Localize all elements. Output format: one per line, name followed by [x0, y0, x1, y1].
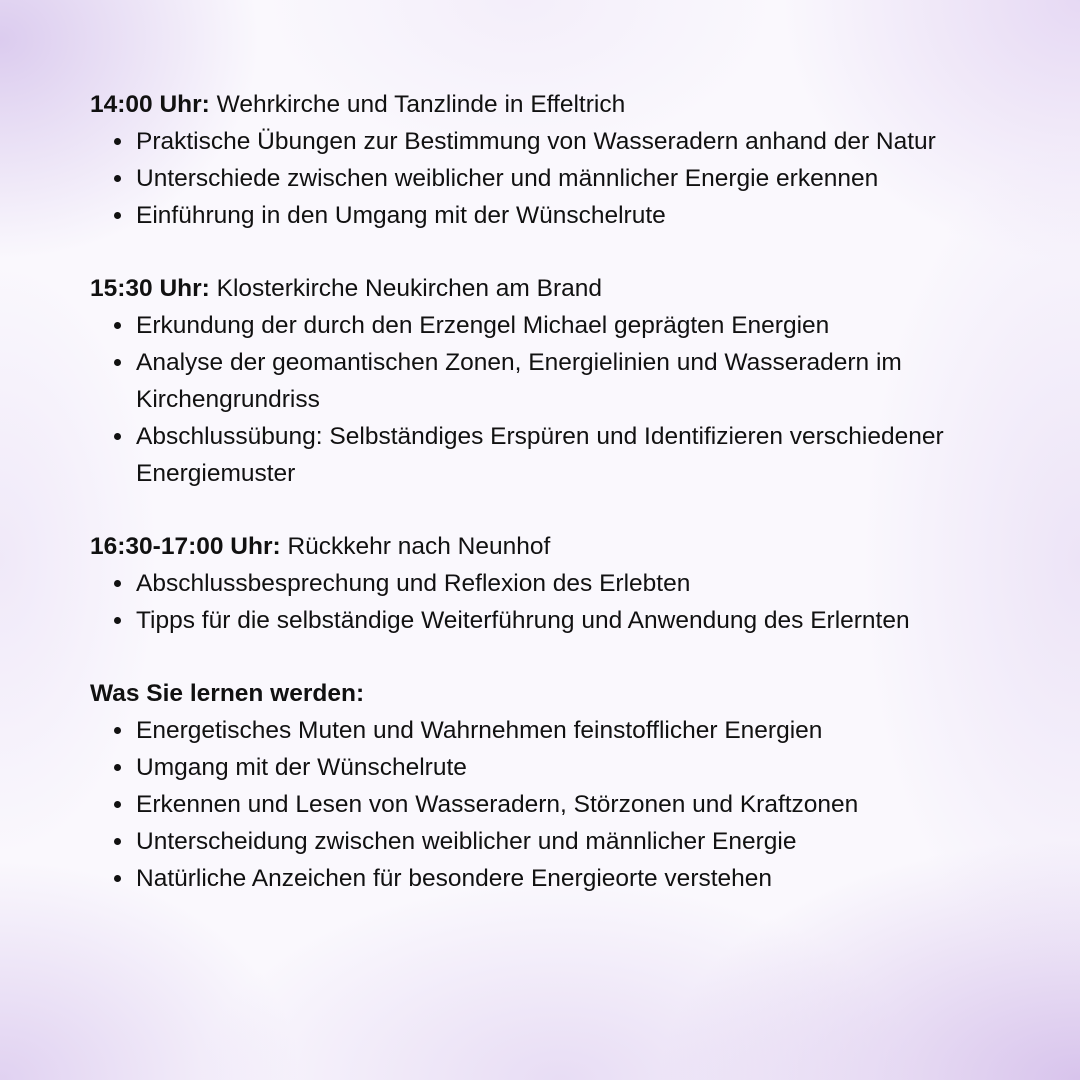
learning-list [90, 712, 1020, 897]
section-location: Rückkehr nach Neunhof [287, 533, 551, 560]
section-list [90, 307, 1020, 492]
section-heading [90, 528, 1020, 565]
list-item: Erkundung der durch den Erzengel Michael geprägten Energien [136, 307, 1020, 344]
schedule-section-1530 [90, 270, 1020, 492]
learning-section [90, 675, 1020, 897]
section-heading [90, 86, 1020, 123]
section-time: 16:30-17:00 Uhr: [90, 533, 281, 560]
schedule-section-1400 [90, 86, 1020, 234]
learning-heading [90, 675, 1020, 712]
list-item: Erkennen und Lesen von Wasseradern, Störzonen und Kraftzonen [136, 786, 1020, 823]
section-list [90, 123, 1020, 234]
list-item: Umgang mit der Wünschelrute [136, 749, 1020, 786]
list-item: Unterschiede zwischen weiblicher und männlicher Energie erkennen [136, 160, 1020, 197]
list-item: Abschlussübung: Selbständiges Erspüren und Identifizieren verschiedener Energiemuster [136, 418, 1020, 492]
schedule-section-1630 [90, 528, 1020, 639]
schedule-content [90, 86, 1020, 933]
list-item: Tipps für die selbständige Weiterführung und Anwendung des Erlernten [136, 602, 1020, 639]
list-item: Natürliche Anzeichen für besondere Energieorte verstehen [136, 860, 1020, 897]
learning-heading-text: Was Sie lernen werden: [90, 680, 365, 707]
section-location: Klosterkirche Neukirchen am Brand [216, 275, 603, 302]
section-location: Wehrkirche und Tanzlinde in Effeltrich [216, 91, 626, 118]
section-heading [90, 270, 1020, 307]
list-item: Abschlussbesprechung und Reflexion des Erlebten [136, 565, 1020, 602]
list-item: Praktische Übungen zur Bestimmung von Wasseradern anhand der Natur [136, 123, 1020, 160]
section-time: 14:00 Uhr: [90, 91, 210, 118]
list-item: Unterscheidung zwischen weiblicher und männlicher Energie [136, 823, 1020, 860]
list-item: Analyse der geomantischen Zonen, Energielinien und Wasseradern im Kirchengrundriss [136, 344, 1020, 418]
section-list [90, 565, 1020, 639]
list-item: Energetisches Muten und Wahrnehmen feinstofflicher Energien [136, 712, 1020, 749]
section-time: 15:30 Uhr: [90, 275, 210, 302]
list-item: Einführung in den Umgang mit der Wünschelrute [136, 197, 1020, 234]
